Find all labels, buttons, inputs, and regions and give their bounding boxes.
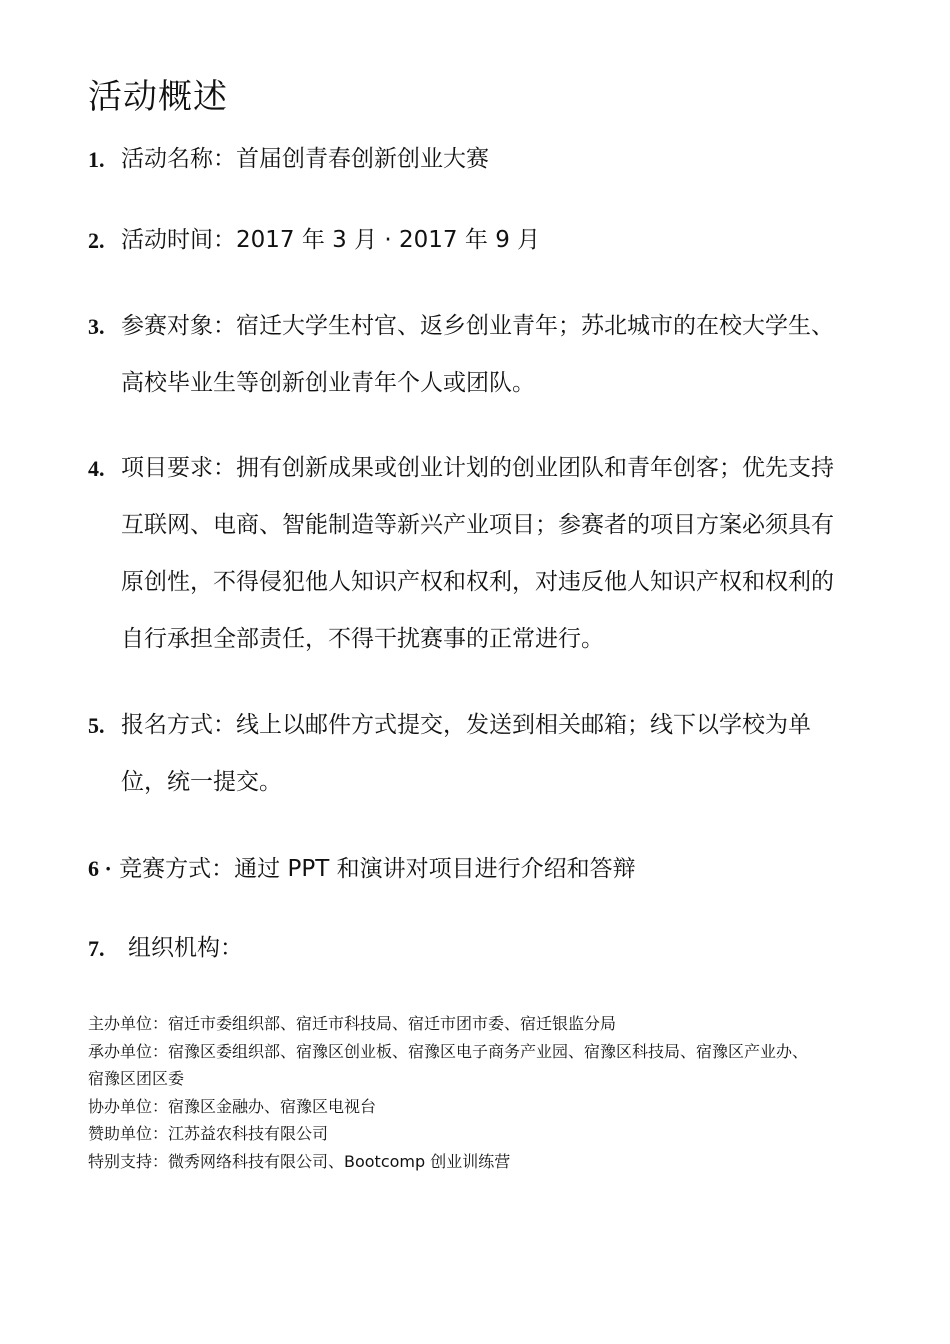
- item-number: 2.: [88, 228, 105, 253]
- list-item-organization: [88, 920, 848, 977]
- item-text: 活动名称：首届创青春创新创业大赛: [121, 146, 489, 172]
- item-number: 6 ·: [88, 856, 112, 881]
- item-text: 竞赛方式：通过 PPT 和演讲对项目进行介绍和答辩: [119, 856, 636, 882]
- organizer-host: 主办单位：宿迁市委组织部、宿迁市科技局、宿迁市团市委、宿迁银监分局: [88, 1014, 617, 1033]
- organizer-co-organizer: 协办单位：宿豫区金融办、宿豫区电视台: [88, 1096, 377, 1116]
- item-number: 4.: [88, 456, 105, 481]
- item-number: 3.: [88, 314, 105, 339]
- page-title: 活动概述: [88, 76, 228, 117]
- list-item-participants: [88, 298, 848, 412]
- item-number: 5.: [88, 713, 105, 738]
- organizer-sponsor: 赞助单位：江苏益农科技有限公司: [88, 1124, 329, 1143]
- item-text: 组织机构：: [128, 935, 243, 961]
- list-item-name: [88, 131, 848, 188]
- item-number: 1.: [88, 147, 105, 172]
- organizer-undertaker: 承办单位：宿豫区委组织部、宿豫区创业板、宿豫区电子商务产业园、宿豫区科技局、宿豫区产业办、宿豫区团区委: [88, 1041, 809, 1088]
- list-item-format: [88, 840, 848, 898]
- list-item-requirements: [88, 440, 848, 668]
- item-text: 参赛对象：宿迁大学生村官、返乡创业青年；苏北城市的在校大学生、高校毕业生等创新创业青年个人或团队。: [121, 313, 834, 396]
- item-text: 报名方式：线上以邮件方式提交，发送到相关邮箱；线下以学校为单位，统一提交。: [121, 712, 811, 795]
- organizer-list: [88, 1010, 818, 1175]
- item-number: 7.: [88, 936, 105, 961]
- list-item-registration: [88, 697, 848, 811]
- item-text: 项目要求：拥有创新成果或创业计划的创业团队和青年创客；优先支持互联网、电商、智能制造等新兴产业项目；参赛者的项目方案必须具有原创性，不得侵犯他人知识产权和权利，对违反他人知识产权和权利的自行承担全部责任，不得干扰赛事的正常进行。: [121, 455, 834, 652]
- organizer-special-support: 特别支持：微秀网络科技有限公司、Bootcomp 创业训练营: [88, 1151, 511, 1171]
- item-text: 活动时间：2017 年 3 月 · 2017 年 9 月: [121, 227, 541, 253]
- list-item-time: [88, 212, 848, 269]
